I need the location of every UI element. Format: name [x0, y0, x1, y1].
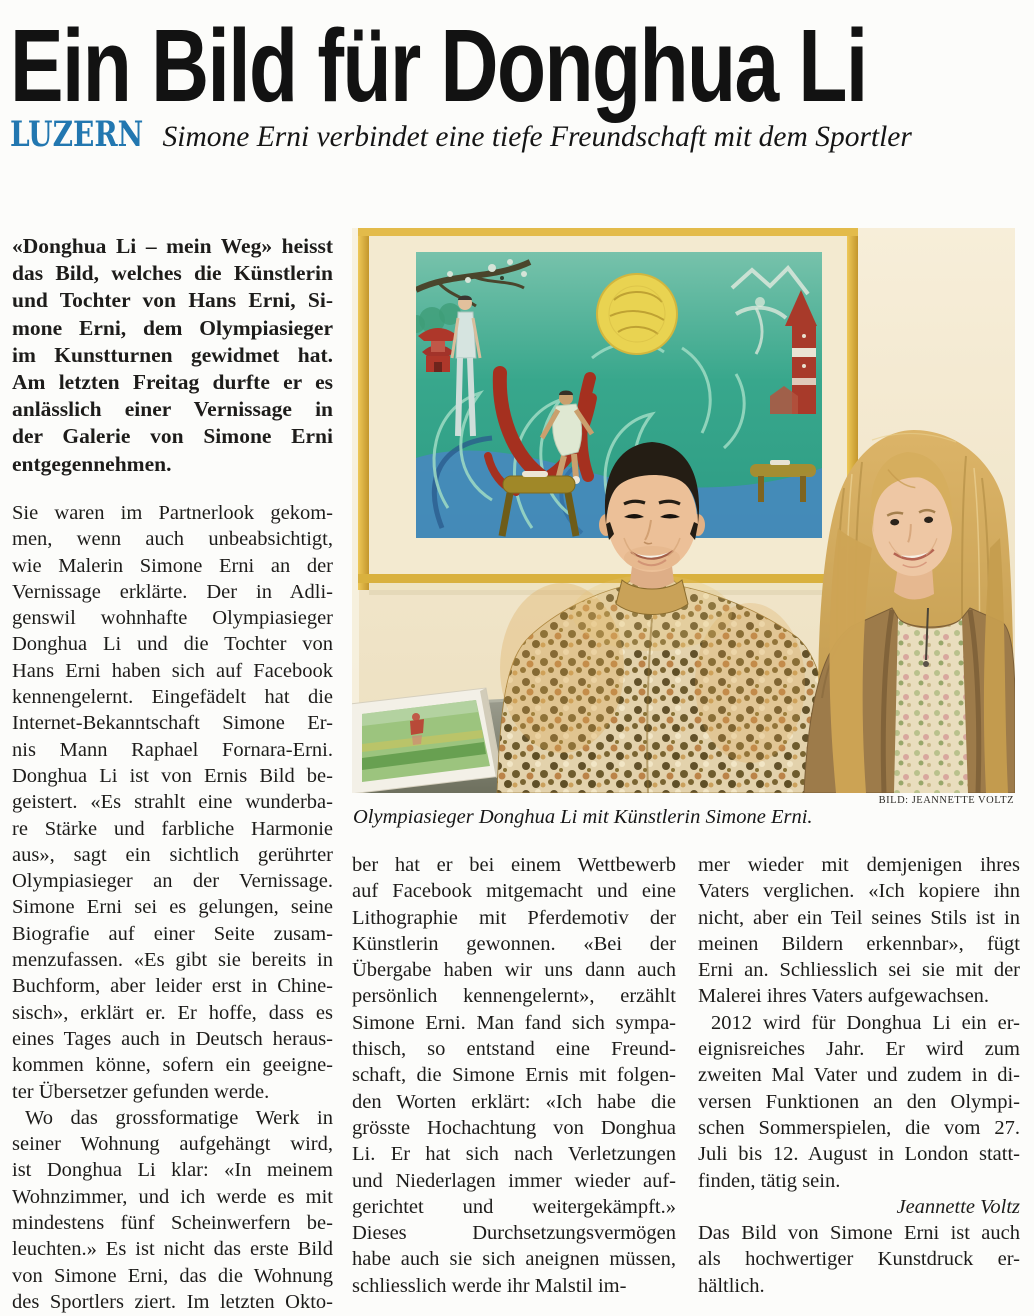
small-lithograph [352, 688, 502, 793]
text-line: leuchten.» Es ist nicht das erste Bild [12, 1238, 333, 1261]
text-line: Lithographie mit Pferdemotiv der [352, 906, 676, 929]
text-line: kennengelernt. Eingefädelt hat die [12, 686, 333, 709]
text-line: ber hat er bei einem Wettbewerb [352, 854, 676, 876]
text-line: eines Tages auch in Deutsch heraus- [12, 1027, 333, 1050]
text-line: von Simone Erni, das die Wohnung [12, 1264, 333, 1287]
text-line: habe auch sie sich aneignen müssen, [352, 1248, 676, 1271]
text-line: schen Sommerspielen, die vom 27. [698, 1116, 1020, 1139]
text-line: im Kunstturnen gewidmet hat. [12, 342, 333, 367]
text-line: Wo das grossformatige Werk in [25, 1106, 333, 1129]
text-line: Malerei ihres Vaters aufgewachsen. [698, 985, 990, 1008]
text-line: und Tochter von Hans Erni, Si- [12, 288, 333, 313]
text-line: Biografie auf einer Seite zusam- [12, 922, 333, 945]
text-line: Simone Erni. Man fand sich sympa- [352, 1011, 676, 1034]
article-column-3 [698, 852, 1020, 1299]
text-line: Donghua Li ist von Ernis Bild be- [12, 764, 333, 787]
text-line: Vaters verglichen. «Ich kopiere ihn [698, 880, 1020, 903]
text-line: Olympiasieger an der Vernissage. [12, 870, 333, 893]
text-line: persönlich kennengelernt», erzählt [352, 985, 676, 1008]
text-line: nicht, aber ein Teil seines Stils ist in [698, 906, 1020, 929]
article-column-1 [12, 500, 333, 1315]
text-line: schaft, die Simone Ernis mit folgen- [352, 1064, 676, 1087]
text-line: sisch», erklärt er. Er hoffe, dass es [12, 1001, 333, 1024]
photo-caption: Olympiasieger Donghua Li mit Künstlerin Simone Erni. [353, 806, 813, 828]
text-line: hältlich. [698, 1274, 765, 1297]
text-line: geistert. «Es strahlt eine wunderba- [12, 791, 333, 814]
photo-credit: BILD: JEANNETTE VOLTZ [878, 795, 1014, 806]
text-line: wie Malerin Simone Erni an der [12, 554, 333, 577]
text-line: menzufassen. «Es gibt sie bereits in [12, 949, 333, 972]
text-line: nis Mann Raphael Fornara-Erni. [12, 738, 333, 761]
text-line: ist Donghua Li klar: «In meinem [12, 1159, 333, 1182]
text-line: mone Erni, dem Olympiasieger [12, 315, 333, 340]
text-line: Vernissage erklärte. Der in Adli- [12, 580, 333, 603]
text-line: thisch, so entstand eine Freund- [352, 1038, 676, 1061]
text-line: Jeannette Voltz [896, 1195, 1020, 1218]
text-line: versen Funktionen an den Olympi- [698, 1090, 1020, 1113]
lead-paragraph [12, 233, 333, 478]
text-line: Juli bis 12. August in London statt- [698, 1143, 1020, 1166]
article-photo [352, 228, 1015, 793]
text-line: als hochwertiger Kunstdruck er- [698, 1248, 1020, 1271]
text-line: das Bild, welches die Künstlerin [12, 261, 333, 286]
text-line: «Donghua Li – mein Weg» heisst [12, 234, 333, 258]
text-line: gerichtet und weitergekämpft.» [352, 1195, 676, 1218]
photo-illustration [352, 228, 1015, 793]
text-line: Buchform, aber leider erst in Chine- [12, 975, 333, 998]
text-line: kommen könne, sofern ein geeigne- [12, 1054, 333, 1077]
text-line: seiner Wohnung aufgehängt wird, [12, 1133, 333, 1156]
article-column-2 [352, 852, 676, 1299]
text-line: eignisreiches Jahr. Er wird zum [698, 1038, 1020, 1061]
article-headline: Ein Bild für Donghua Li [10, 8, 867, 123]
text-line: Das Bild von Simone Erni ist auch [698, 1222, 1020, 1245]
text-line: der Galerie von Simone Erni [12, 424, 333, 449]
text-line: meinen Bildern erkennbar», fügt [698, 932, 1020, 955]
text-line: und Niederlagen immer wieder auf- [352, 1169, 676, 1192]
text-line: grösste Hochachtung von Donghua [352, 1116, 676, 1139]
text-line: mindestens fünf Scheinwerfern be- [12, 1212, 333, 1235]
text-line: Erni an. Schliesslich sei sie mit der [698, 959, 1020, 982]
text-line: des Sportlers ziert. Im letzten Okto- [12, 1290, 333, 1313]
text-line: mer wieder mit demjenigen ihres [698, 854, 1020, 876]
text-line: den Worten erklärt: «Ich habe die [352, 1090, 676, 1113]
text-line: Hans Erni haben sich auf Facebook [12, 659, 333, 682]
text-line: Simone Erni sei es gelungen, seine [12, 896, 333, 919]
text-line: Wohnzimmer, und ich werde es mit [12, 1185, 333, 1208]
text-line: Sie waren im Partnerlook gekom- [12, 502, 333, 524]
text-line: finden, tätig sein. [698, 1169, 841, 1192]
text-line: auf Facebook mitgemacht und eine [352, 880, 676, 903]
text-line: anlässlich einer Vernissage in [12, 397, 333, 422]
text-line: Li. Er hat sich nach Verletzungen [352, 1143, 676, 1166]
deck-text: Simone Erni verbindet eine tiefe Freundschaft mit dem Sportler [162, 121, 912, 153]
text-line: 2012 wird für Donghua Li ein er- [711, 1011, 1020, 1034]
text-line: Donghua Li und die Tochter von [12, 633, 333, 656]
kicker-location: LUZERN [10, 114, 144, 155]
text-line: re Stärke und farbliche Harmonie [12, 817, 333, 840]
text-line: Künstlerin gewonnen. «Bei der [352, 932, 676, 955]
text-line: Internet-Bekanntschaft Simone Er- [12, 712, 333, 735]
text-line: men, wenn auch unbeabsichtigt, [12, 528, 333, 551]
simone-blouse [894, 618, 968, 793]
text-line: Übergabe haben wir uns dann auch [352, 959, 676, 982]
text-line: Am letzten Freitag durfte er es [12, 370, 333, 395]
text-line: zweiten Mal Vater und zudem in di- [698, 1064, 1020, 1087]
text-line: ter Übersetzer gefunden werde. [12, 1080, 270, 1103]
text-line: schliesslich werde ihr Malstil im- [352, 1274, 627, 1297]
article-deck [10, 116, 912, 155]
painting-olympic-medal-sun [597, 274, 677, 354]
text-line: Dieses Durchsetzungsvermögen [352, 1222, 676, 1245]
text-line: entgegennehmen. [12, 451, 172, 476]
text-line: aus», sagt ein sichtlich gerührter [12, 843, 333, 866]
text-line: genswil wohnhafte Olympiasieger [12, 607, 333, 630]
